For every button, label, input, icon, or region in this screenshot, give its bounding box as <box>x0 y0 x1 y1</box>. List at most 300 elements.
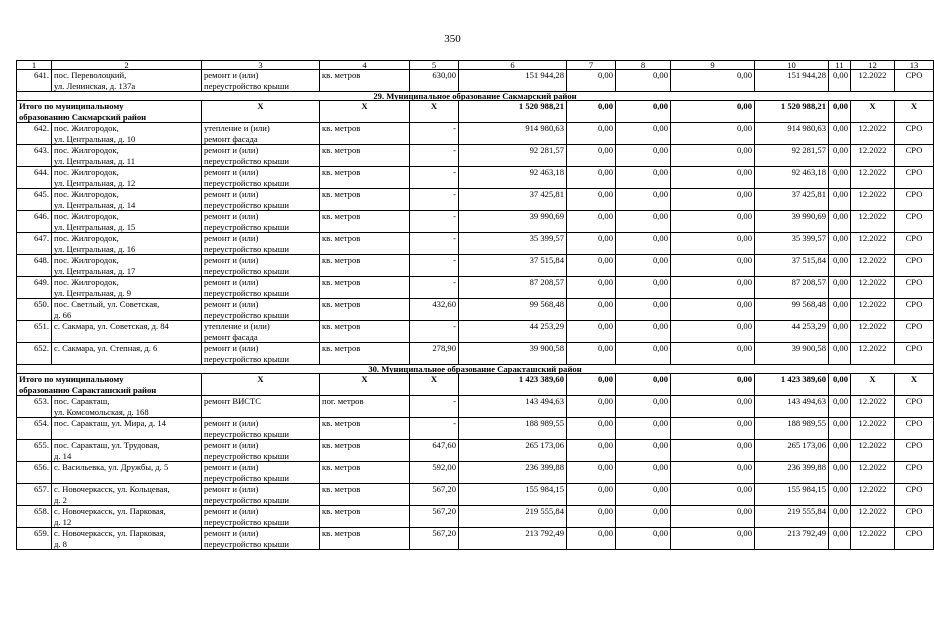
work-type <box>202 321 320 343</box>
cost-cell: 0,00 <box>829 255 851 277</box>
fund-cost: 87 208,57 <box>755 277 829 299</box>
x-mark: X <box>851 101 895 123</box>
address-line-2: ул. Центральная, д. 17 <box>54 265 136 276</box>
fund-cost: 92 281,57 <box>755 145 829 167</box>
work-type <box>202 299 320 321</box>
cost-cell: 0,00 <box>829 484 851 506</box>
total-cost: 236 399,88 <box>459 462 567 484</box>
deadline: 12.2022 <box>851 528 895 550</box>
quantity: - <box>410 277 459 299</box>
work-type <box>202 484 320 506</box>
cost-cell: 0,00 <box>671 70 755 92</box>
row-number: 645. <box>17 189 52 211</box>
cost-cell: 0,00 <box>616 277 671 299</box>
table-row <box>17 418 934 440</box>
total-cost: 39 990,69 <box>459 211 567 233</box>
work-type-line-2: переустройство крыши <box>204 221 289 232</box>
cost-cell: 0,00 <box>616 396 671 418</box>
work-type <box>202 123 320 145</box>
work-type-line-2: переустройство крыши <box>204 265 289 276</box>
total-label <box>17 101 202 123</box>
cost-cell: 0,00 <box>567 396 616 418</box>
cost-cell: 0,00 <box>616 321 671 343</box>
table-row <box>17 506 934 528</box>
cost-cell: 0,00 <box>671 189 755 211</box>
work-type-line-1: ремонт и (или) <box>204 233 259 243</box>
column-header: 13 <box>895 61 934 70</box>
column-header: 4 <box>320 61 410 70</box>
table-row <box>17 211 934 233</box>
address <box>52 299 202 321</box>
work-type <box>202 70 320 92</box>
cost-cell: 0,00 <box>616 167 671 189</box>
cost-cell: 0,00 <box>616 101 671 123</box>
cost-cell: 0,00 <box>567 123 616 145</box>
cost-cell: 0,00 <box>567 211 616 233</box>
address-line-2: ул. Центральная, д. 14 <box>54 199 136 210</box>
column-header: 3 <box>202 61 320 70</box>
row-number: 650. <box>17 299 52 321</box>
source: СРО <box>895 440 934 462</box>
deadline: 12.2022 <box>851 211 895 233</box>
row-number: 647. <box>17 233 52 255</box>
work-type-line-2: переустройство крыши <box>204 353 289 364</box>
cost-cell: 0,00 <box>567 321 616 343</box>
deadline: 12.2022 <box>851 233 895 255</box>
row-number: 641. <box>17 70 52 92</box>
quantity: 630,00 <box>410 70 459 92</box>
source: СРО <box>895 506 934 528</box>
cost-cell: 0,00 <box>567 70 616 92</box>
unit: кв. метров <box>320 167 410 189</box>
source: СРО <box>895 462 934 484</box>
quantity: 592,00 <box>410 462 459 484</box>
cost-cell: 0,00 <box>829 440 851 462</box>
table-row <box>17 255 934 277</box>
work-type-line-1: ремонт и (или) <box>204 277 259 287</box>
work-type <box>202 211 320 233</box>
address-line-1: пос. Жилгородок, <box>54 145 119 155</box>
quantity: - <box>410 255 459 277</box>
fund-cost: 92 463,18 <box>755 167 829 189</box>
work-type <box>202 189 320 211</box>
cost-cell: 0,00 <box>829 299 851 321</box>
fund-cost: 265 173,06 <box>755 440 829 462</box>
row-number: 656. <box>17 462 52 484</box>
cost-cell: 0,00 <box>671 145 755 167</box>
work-type-line-2: переустройство крыши <box>204 450 289 461</box>
work-type-line-1: утепление и (или) <box>204 123 270 133</box>
work-type-line-1: ремонт и (или) <box>204 440 259 450</box>
work-type-line-2: переустройство крыши <box>204 472 289 483</box>
fund-cost: 155 984,15 <box>755 484 829 506</box>
address-line-2: д. 14 <box>54 450 72 461</box>
table-row <box>17 189 934 211</box>
cost-cell: 0,00 <box>671 506 755 528</box>
cost-cell: 0,00 <box>829 101 851 123</box>
work-type-line-2: переустройство крыши <box>204 155 289 166</box>
unit: кв. метров <box>320 343 410 365</box>
source: СРО <box>895 123 934 145</box>
cost-cell: 0,00 <box>671 101 755 123</box>
work-type <box>202 440 320 462</box>
column-header: 7 <box>567 61 616 70</box>
total-label-line-1: Итого по муниципальному <box>19 101 124 111</box>
address <box>52 189 202 211</box>
x-mark: X <box>202 374 320 396</box>
table-row <box>17 440 934 462</box>
total-cost: 39 900,58 <box>459 343 567 365</box>
address-line-1: с. Новочеркасск, ул. Парковая, <box>54 528 166 538</box>
cost-cell: 0,00 <box>567 343 616 365</box>
unit: кв. метров <box>320 462 410 484</box>
x-mark: X <box>410 101 459 123</box>
address-line-2: ул. Центральная, д. 10 <box>54 133 136 144</box>
row-number: 654. <box>17 418 52 440</box>
deadline: 12.2022 <box>851 277 895 299</box>
cost-cell: 0,00 <box>671 343 755 365</box>
fund-cost: 914 980,63 <box>755 123 829 145</box>
total-cost: 1 423 389,60 <box>459 374 567 396</box>
section-heading-row <box>17 365 934 374</box>
x-mark: X <box>202 101 320 123</box>
quantity: 278,90 <box>410 343 459 365</box>
work-type-line-2: переустройство крыши <box>204 428 289 439</box>
cost-cell: 0,00 <box>616 506 671 528</box>
column-header: 10 <box>755 61 829 70</box>
address-line-1: пос. Жилгородок, <box>54 189 119 199</box>
column-header: 12 <box>851 61 895 70</box>
quantity: 567,20 <box>410 506 459 528</box>
column-number-header <box>17 61 934 70</box>
address <box>52 255 202 277</box>
quantity: - <box>410 396 459 418</box>
total-cost: 99 568,48 <box>459 299 567 321</box>
work-type <box>202 255 320 277</box>
work-type <box>202 343 320 365</box>
cost-cell: 0,00 <box>616 374 671 396</box>
deadline: 12.2022 <box>851 70 895 92</box>
cost-cell: 0,00 <box>616 189 671 211</box>
work-type-line-2: переустройство крыши <box>204 287 289 298</box>
quantity: 567,20 <box>410 528 459 550</box>
source: СРО <box>895 255 934 277</box>
row-number: 658. <box>17 506 52 528</box>
cost-cell: 0,00 <box>829 277 851 299</box>
deadline: 12.2022 <box>851 321 895 343</box>
address <box>52 462 202 484</box>
unit: кв. метров <box>320 233 410 255</box>
cost-cell: 0,00 <box>616 528 671 550</box>
total-cost: 143 494,63 <box>459 396 567 418</box>
cost-cell: 0,00 <box>671 233 755 255</box>
address-line-1: пос. Переволоцкий, <box>54 70 127 80</box>
source: СРО <box>895 145 934 167</box>
work-type-line-1: ремонт и (или) <box>204 343 259 353</box>
address <box>52 418 202 440</box>
cost-cell: 0,00 <box>567 418 616 440</box>
quantity: - <box>410 321 459 343</box>
row-number: 642. <box>17 123 52 145</box>
cost-cell: 0,00 <box>671 277 755 299</box>
source: СРО <box>895 418 934 440</box>
row-number: 643. <box>17 145 52 167</box>
address-line-2: ул. Центральная, д. 15 <box>54 221 136 232</box>
total-cost: 188 989,55 <box>459 418 567 440</box>
total-cost: 219 555,84 <box>459 506 567 528</box>
source: СРО <box>895 70 934 92</box>
row-number: 649. <box>17 277 52 299</box>
page-number: 350 <box>444 33 461 45</box>
address-line-1: пос. Жилгородок, <box>54 277 119 287</box>
deadline: 12.2022 <box>851 255 895 277</box>
unit: кв. метров <box>320 528 410 550</box>
total-cost: 151 944,28 <box>459 70 567 92</box>
row-number: 657. <box>17 484 52 506</box>
unit: кв. метров <box>320 321 410 343</box>
cost-cell: 0,00 <box>829 233 851 255</box>
row-number: 648. <box>17 255 52 277</box>
cost-cell: 0,00 <box>671 211 755 233</box>
section-heading-row <box>17 92 934 101</box>
section-title: 30. Муниципальное образование Саракташский район <box>17 365 934 374</box>
table-row <box>17 396 934 418</box>
row-number: 655. <box>17 440 52 462</box>
total-cost: 35 399,57 <box>459 233 567 255</box>
address <box>52 145 202 167</box>
cost-cell: 0,00 <box>616 484 671 506</box>
row-number: 652. <box>17 343 52 365</box>
cost-cell: 0,00 <box>671 255 755 277</box>
total-cost: 37 515,84 <box>459 255 567 277</box>
cost-cell: 0,00 <box>671 167 755 189</box>
unit: кв. метров <box>320 211 410 233</box>
address-line-1: пос. Саракташ, ул. Трудовая, <box>54 440 160 450</box>
cost-cell: 0,00 <box>567 167 616 189</box>
address <box>52 123 202 145</box>
work-type <box>202 145 320 167</box>
source: СРО <box>895 396 934 418</box>
source: СРО <box>895 189 934 211</box>
work-type <box>202 528 320 550</box>
quantity: 647,60 <box>410 440 459 462</box>
work-type-line-2: переустройство крыши <box>204 494 289 505</box>
cost-cell: 0,00 <box>567 299 616 321</box>
total-cost: 37 425,81 <box>459 189 567 211</box>
work-type <box>202 233 320 255</box>
unit: кв. метров <box>320 506 410 528</box>
cost-cell: 0,00 <box>616 299 671 321</box>
work-type-line-2: переустройство крыши <box>204 309 289 320</box>
cost-cell: 0,00 <box>567 189 616 211</box>
cost-cell: 0,00 <box>671 396 755 418</box>
address-line-1: пос. Саракташ, ул. Мира, д. 14 <box>54 418 166 428</box>
cost-cell: 0,00 <box>616 123 671 145</box>
cost-cell: 0,00 <box>567 484 616 506</box>
fund-cost: 188 989,55 <box>755 418 829 440</box>
cost-cell: 0,00 <box>671 484 755 506</box>
cost-cell: 0,00 <box>671 418 755 440</box>
deadline: 12.2022 <box>851 189 895 211</box>
unit: кв. метров <box>320 255 410 277</box>
row-number: 659. <box>17 528 52 550</box>
work-type-line-1: ремонт и (или) <box>204 299 259 309</box>
x-mark: X <box>320 101 410 123</box>
work-type <box>202 418 320 440</box>
source: СРО <box>895 299 934 321</box>
total-label-line-2: образованию Саракташский район <box>19 384 157 395</box>
cost-cell: 0,00 <box>567 440 616 462</box>
total-cost-repeat: 1 423 389,60 <box>755 374 829 396</box>
unit: кв. метров <box>320 70 410 92</box>
column-header: 2 <box>52 61 202 70</box>
unit: кв. метров <box>320 145 410 167</box>
address <box>52 528 202 550</box>
deadline: 12.2022 <box>851 123 895 145</box>
address-line-2: д. 8 <box>54 538 67 549</box>
cost-cell: 0,00 <box>829 321 851 343</box>
work-type <box>202 277 320 299</box>
address <box>52 440 202 462</box>
fund-cost: 213 792,49 <box>755 528 829 550</box>
cost-cell: 0,00 <box>829 211 851 233</box>
source: СРО <box>895 167 934 189</box>
address-line-2: ул. Центральная, д. 12 <box>54 177 136 188</box>
cost-cell: 0,00 <box>829 123 851 145</box>
cost-cell: 0,00 <box>829 418 851 440</box>
cost-cell: 0,00 <box>829 528 851 550</box>
work-type-line-2: переустройство крыши <box>204 243 289 254</box>
quantity: 432,60 <box>410 299 459 321</box>
cost-cell: 0,00 <box>671 440 755 462</box>
cost-cell: 0,00 <box>616 255 671 277</box>
unit: кв. метров <box>320 189 410 211</box>
cost-cell: 0,00 <box>567 101 616 123</box>
unit: кв. метров <box>320 418 410 440</box>
address <box>52 484 202 506</box>
total-cost: 213 792,49 <box>459 528 567 550</box>
quantity: - <box>410 211 459 233</box>
deadline: 12.2022 <box>851 506 895 528</box>
section-title: 29. Муниципальное образование Сакмарский район <box>17 92 934 101</box>
address-line-1: пос. Жилгородок, <box>54 255 119 265</box>
column-header: 5 <box>410 61 459 70</box>
total-cost: 914 980,63 <box>459 123 567 145</box>
fund-cost: 37 515,84 <box>755 255 829 277</box>
work-type-line-1: ремонт и (или) <box>204 462 259 472</box>
total-row <box>17 374 934 396</box>
source: СРО <box>895 233 934 255</box>
work-type-line-1: ремонт и (или) <box>204 145 259 155</box>
total-cost: 92 281,57 <box>459 145 567 167</box>
address-line-1: с. Новочеркасск, ул. Кольцевая, <box>54 484 170 494</box>
cost-cell: 0,00 <box>616 211 671 233</box>
cost-cell: 0,00 <box>616 343 671 365</box>
deadline: 12.2022 <box>851 440 895 462</box>
source: СРО <box>895 211 934 233</box>
cost-cell: 0,00 <box>567 374 616 396</box>
address <box>52 211 202 233</box>
cost-cell: 0,00 <box>567 145 616 167</box>
source: СРО <box>895 528 934 550</box>
total-cost: 1 520 988,21 <box>459 101 567 123</box>
table-row <box>17 528 934 550</box>
table-row <box>17 123 934 145</box>
column-header: 9 <box>671 61 755 70</box>
table-row <box>17 70 934 92</box>
cost-cell: 0,00 <box>616 440 671 462</box>
cost-cell: 0,00 <box>567 462 616 484</box>
address-line-2: ул. Центральная, д. 9 <box>54 287 132 298</box>
address-line-1: с. Васильевка, ул. Дружбы, д. 5 <box>54 462 169 472</box>
column-header: 1 <box>17 61 52 70</box>
address <box>52 70 202 92</box>
cost-cell: 0,00 <box>616 233 671 255</box>
cost-cell: 0,00 <box>567 277 616 299</box>
cost-cell: 0,00 <box>829 343 851 365</box>
work-type-line-1: ремонт и (или) <box>204 167 259 177</box>
total-cost: 44 253,29 <box>459 321 567 343</box>
row-number: 646. <box>17 211 52 233</box>
cost-cell: 0,00 <box>567 528 616 550</box>
table-row <box>17 167 934 189</box>
quantity: - <box>410 233 459 255</box>
address <box>52 233 202 255</box>
quantity: - <box>410 123 459 145</box>
total-label-line-2: образованию Сакмарский район <box>19 111 147 122</box>
work-type <box>202 167 320 189</box>
unit: пог. метров <box>320 396 410 418</box>
cost-cell: 0,00 <box>829 70 851 92</box>
work-type-line-2: переустройство крыши <box>204 516 289 527</box>
deadline: 12.2022 <box>851 462 895 484</box>
cost-cell: 0,00 <box>829 374 851 396</box>
fund-cost: 143 494,63 <box>755 396 829 418</box>
table-row <box>17 462 934 484</box>
work-type-line-2: переустройство крыши <box>204 177 289 188</box>
address-line-2: ул. Комсомольская, д. 168 <box>54 406 149 417</box>
quantity: - <box>410 167 459 189</box>
source: СРО <box>895 484 934 506</box>
cost-cell: 0,00 <box>829 396 851 418</box>
cost-cell: 0,00 <box>829 189 851 211</box>
address-line-2: ул. Центральная, д. 11 <box>54 155 135 166</box>
address-line-1: пос. Светлый, ул. Советская, <box>54 299 160 309</box>
total-row <box>17 101 934 123</box>
work-type-line-2: переустройство крыши <box>204 538 289 549</box>
address <box>52 396 202 418</box>
address <box>52 506 202 528</box>
cost-cell: 0,00 <box>829 167 851 189</box>
work-type-line-1: ремонт и (или) <box>204 506 259 516</box>
quantity: - <box>410 145 459 167</box>
address-line-2: ул. Ленинская, д. 137а <box>54 80 136 91</box>
work-type-line-2: ремонт фасада <box>204 331 258 342</box>
row-number: 653. <box>17 396 52 418</box>
work-type-line-1: ремонт и (или) <box>204 211 259 221</box>
address-line-2: ул. Центральная, д. 16 <box>54 243 136 254</box>
cost-cell: 0,00 <box>671 374 755 396</box>
fund-cost: 44 253,29 <box>755 321 829 343</box>
deadline: 12.2022 <box>851 145 895 167</box>
quantity: - <box>410 418 459 440</box>
quantity: 567,20 <box>410 484 459 506</box>
address-line-2: д. 2 <box>54 494 67 505</box>
repair-register-table <box>16 60 934 550</box>
deadline: 12.2022 <box>851 167 895 189</box>
work-type <box>202 506 320 528</box>
address-line-2: д. 12 <box>54 516 72 527</box>
